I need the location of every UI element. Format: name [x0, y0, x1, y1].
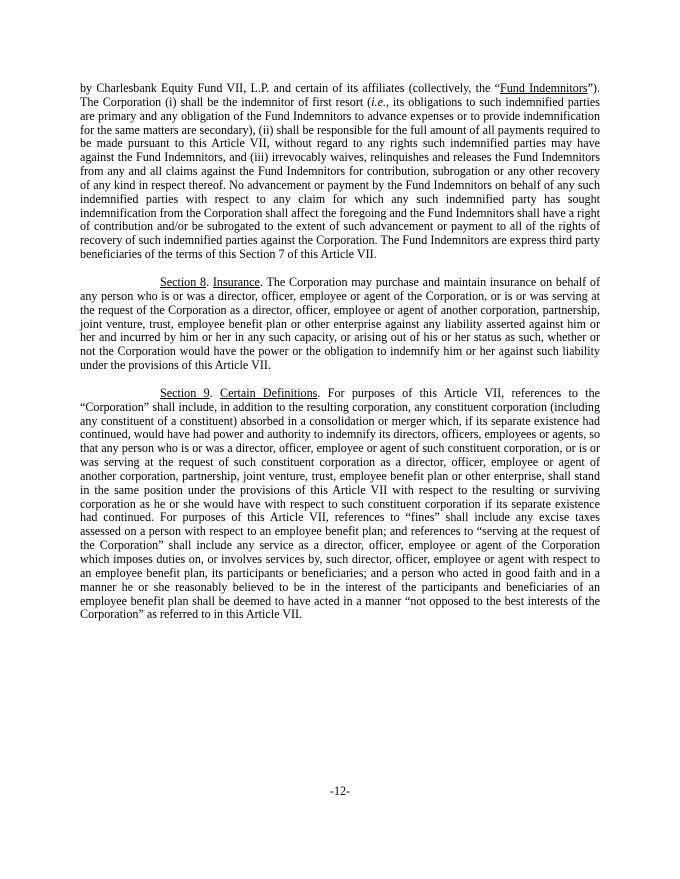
section-9-body: For purposes of this Article VII, references to the “Corporation” shall include, in addition to the resulting corporation, any constituent corporation (including any constituent of a constituent) absorbed in a consolidation or merger which, if its separate existence had continued, would have had power and authority to indemnify its directors, officers, employees or agents, so that any person who is or was a director, officer, employee or agent of such constituent corporation, or is or was serving at the request of such constituent corporation as a director, officer, employee or agent of another corporation, partnership, joint venture, trust, employee benefit plan or other enterprise, shall stand in the same position under the provisions of this Article VII with respect to the resulting or surviving corporation as he or she would have with respect to such constituent corporation if its separate existence had continued. For purposes of this Article VII, references to “fines” shall include any excise taxes assessed on a person with respect to an employee benefit plan; and references to “serving at the request of the Corporation” shall include any service as a director, officer, employee or agent of the Corporation which imposes duties on, or involves services by, such director, officer, employee or agent with respect to an employee benefit plan, its participants or beneficiaries; and a person who acted in good faith and in a manner he or she reasonably believed to be in the interest of the participants and beneficiaries of an employee benefit plan shall be deemed to have acted in a manner “not opposed to the best interests of the Corporation” as referred to in this Article VII. — [80, 385, 601, 622]
paragraph-1-text-c: , its obligations to such indemnified parties are primary and any obligation of the Fund Indemnitors to advance expenses or to provide indemnification for the same matters are secondary), (ii) shall be responsible for the full amount of all payments required to be made pursuant to this Article VII, without regard to any rights such indemnified parties may have against the Fund Indemnitors, and (iii) irrevocably waives, relinquishes and releases the Fund Indemnitors from any and all claims against the Fund Indemnitors for contribution, subrogation or any other recovery of any kind in respect thereof. No advancement or payment by the Fund Indemnitors on behalf of any such indemnified parties with respect to any claim for which any such indemnified party has sought indemnification from the Corporation shall affect the foregoing and the Fund Indemnitors shall have a right of contribution and/or be subrogated to the extent of such advancement or payment to all of the rights of recovery of such indemnified parties against the Corporation. The Fund Indemnitors are express third party beneficiaries of the terms of this Section 7 of this Article VII. — [80, 94, 601, 262]
defined-term-fund-indemnitors: Fund Indemnitors — [500, 81, 588, 95]
section-8-number: Section 8 — [160, 274, 207, 289]
section-9-paragraph: Section 9. Certain Definitions. For purposes of this Article VII, references to the “Corporation” shall include, in addition to the resulting corporation, any constituent corporation (including any constituent of a constituent) absorbed in a consolidation or merger which, if its separate existence had continued, would have had power and authority to indemnify its directors, officers, employees or agents, so that any person who is or was a director, officer, employee or agent of such constituent corporation, or is or was serving at the request of such constituent corporation as a director, officer, employee or agent of another corporation, partnership, joint venture, trust, employee benefit plan or other enterprise, shall stand in the same position under the provisions of this Article VII with respect to the resulting or surviving corporation as he or she would have with respect to such constituent corporation if its separate existence had continued. For purposes of this Article VII, references to “fines” shall include any excise taxes assessed on a person with respect to an employee benefit plan; and references to “serving at the request of the Corporation” shall include any service as a director, officer, employee or agent of the Corporation which imposes duties on, or involves services by, such director, officer, employee or agent with respect to an employee benefit plan, its participants or beneficiaries; and a person who acted in good faith and in a manner he or she reasonably believed to be in the interest of the participants and beneficiaries of an employee benefit plan shall be deemed to have acted in a manner “not opposed to the best interests of the Corporation” as referred to in this Article VII. — [80, 385, 601, 622]
document-page — [80, 82, 600, 622]
section-9-number: Section 9 — [160, 385, 210, 400]
paragraph-1-text-a: by Charlesbank Equity Fund VII, L.P. and certain of its affiliates (collectively, the “ — [80, 81, 500, 95]
section-8-title: Insurance — [212, 274, 260, 289]
page-number: -12- — [329, 784, 351, 798]
section-9-title: Certain Definitions — [220, 385, 318, 400]
section-8-body: The Corporation may purchase and maintain insurance on behalf of any person who is or was a director, officer, employee or agent of the Corporation, or is or was serving at the request of the Corporation as a director, officer, employee or agent of another corporation, partnership, joint venture, trust, employee benefit plan or other enterprise against any liability asserted against him or her and incurred by him or her in any such capacity, or arising out of his or her status as such, whether or not the Corporation would have the power or the obligation to indemnify him or her against such liability under the provisions of this Article VII. — [80, 274, 600, 373]
italic-ie: i.e. — [371, 94, 386, 109]
section-8-paragraph: Section 8. Insurance. The Corporation may purchase and maintain insurance on behalf of any person who is or was a director, officer, employee or agent of the Corporation, or is or was serving at the request of the Corporation as a director, officer, employee or agent of another corporation, partnership, joint venture, trust, employee benefit plan or other enterprise against any liability asserted against him or her and incurred by him or her in any such capacity, or arising out of his or her status as such, whether or not the Corporation would have the power or the obligation to indemnify him or her against such liability under the provisions of this Article VII. — [80, 274, 600, 373]
paragraph-fund-indemnitors — [80, 82, 600, 262]
paragraph-1-text-b: ”). The Corporation (i) shall be the indemnitor of first resort ( — [80, 81, 600, 109]
